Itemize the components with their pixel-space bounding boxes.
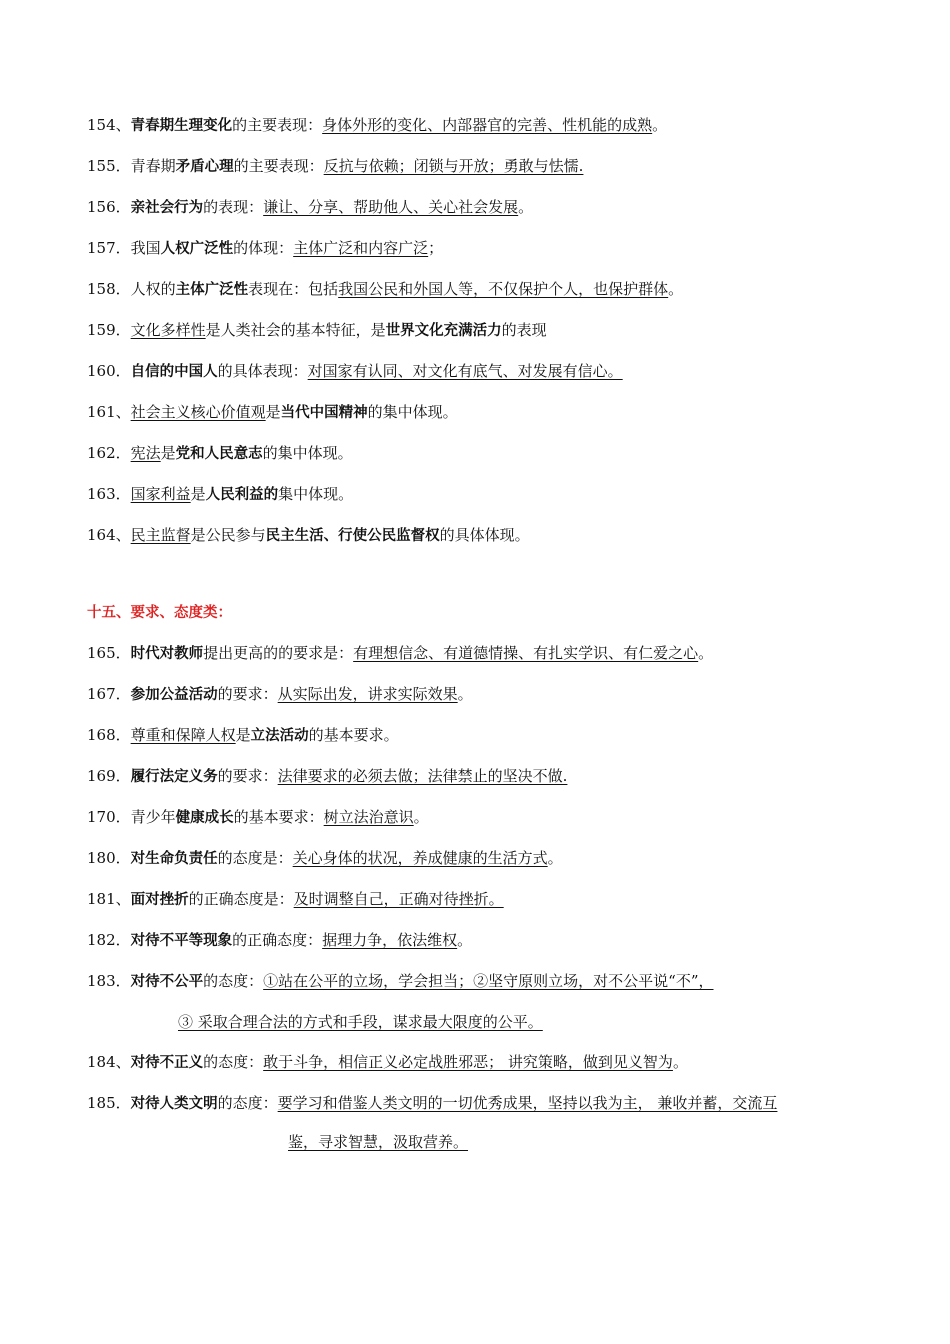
punctuation: 。 [457,685,473,703]
item-number: 185． [87,1094,131,1112]
item-text: 的具体体现。 [439,526,530,544]
item-number: 170．青少年 [87,808,176,826]
item-text: 是人类社会的基本特征，是 [205,321,386,339]
item-text: 是 [265,403,281,421]
item-text: 的基本要求。 [308,726,399,744]
list-item-continuation [178,1011,890,1033]
item-text: 的要求： [217,767,278,785]
list-item [87,524,890,547]
punctuation: ； [428,239,444,257]
answer-text: 鉴，寻求智慧，汲取营养。 [288,1133,469,1151]
item-number: 164、 [87,526,131,544]
answer-text: 民主监督 [130,526,191,544]
keyword: 当代中国精神 [280,405,368,421]
item-text: 的主要表现： [233,157,324,175]
answer-text: ③ 采取合理合法的方式和手段，谋求最大限度的公平。 [178,1013,543,1031]
keyword: 对待不公平 [130,974,204,990]
list-item [87,724,890,747]
item-text: 的态度是： [217,849,293,867]
answer-text: 身体外形的变化、内部器官的完善、性机能的成熟 [322,116,653,134]
answer-text: 敢于斗争，相信正义必定战胜邪恶； 讲究策略，做到见义智为 [263,1053,673,1071]
item-text: 是 [235,726,251,744]
list-item [87,683,890,706]
item-number: 169． [87,767,131,785]
keyword: 立法活动 [250,728,309,744]
item-text: 的体现： [233,239,294,257]
item-text: 的态度： [203,972,264,990]
keyword: 亲社会行为 [130,200,204,216]
item-text: 的态度： [217,1094,278,1112]
keyword: 主体广泛性 [175,282,249,298]
keyword: 青春期生理变化 [130,118,233,134]
punctuation: 。 [413,808,429,826]
punctuation: 。 [652,116,668,134]
answer-text: 从实际出发，讲求实际效果 [277,685,458,703]
item-text: 的具体表现： [217,362,308,380]
item-number: 156． [87,198,131,216]
item-number: 160． [87,362,131,380]
keyword: 对待不平等现象 [130,933,233,949]
item-number: 154、 [87,116,131,134]
answer-text: 我国公民和外国人等，不仅保护个人，也保护群体 [338,280,669,298]
list-item [87,196,890,219]
answer-text: 有理想信念、有道德情操、有扎实学识、有仁爱之心 [353,644,699,662]
keyword: 健康成长 [175,810,234,826]
list-item [87,319,890,342]
list-item [87,155,890,178]
list-item [87,442,890,465]
section-heading: 十五、要求、态度类： [87,605,232,621]
keyword: 参加公益活动 [130,687,218,703]
list-item [87,929,890,952]
list-item [87,114,890,137]
list-item [87,888,890,911]
item-number: 167． [87,685,131,703]
keyword: 对生命负责任 [130,851,218,867]
keyword: 党和人民意志 [175,446,263,462]
answer-text: 社会主义核心价值观 [130,403,266,421]
answer-text: ①站在公平的立场，学会担当；②坚守原则立场，对不公平说“不”， [263,972,714,990]
keyword: 人民利益的 [205,487,279,503]
item-text: 提出更高的的要求是： [203,644,354,662]
answer-text: 法律要求的必须去做；法律禁止的坚决不做. [277,767,568,785]
keyword: 民主生活、行使公民监督权 [265,528,440,544]
item-text: 的集中体现。 [367,403,458,421]
item-text: 集中体现。 [278,485,354,503]
item-number: 182． [87,931,131,949]
item-number: 180． [87,849,131,867]
answer-text: 要学习和借鉴人类文明的一切优秀成果，坚持以我为主， 兼收并蓄，交流互 [277,1094,778,1112]
list-item [87,483,890,506]
punctuation: 。 [457,931,473,949]
list-item [87,237,890,260]
item-number: 159． [87,321,131,339]
answer-text: 主体广泛和内容广泛 [293,239,429,257]
item-text: 的要求： [217,685,278,703]
punctuation: 。 [668,280,684,298]
item-number: 183． [87,972,131,990]
answer-text: 国家利益 [130,485,191,503]
item-number: 158．人权的 [87,280,176,298]
keyword: 自信的中国人 [130,364,218,380]
keyword: 对待人类文明 [130,1096,218,1112]
list-item [87,765,890,788]
item-text: 的正确态度： [232,931,323,949]
item-text: 是公民参与 [190,526,266,544]
answer-text: 树立法治意识 [323,808,414,826]
list-item [87,1051,890,1074]
answer-text: 文化多样性 [130,321,206,339]
item-number: 165． [87,644,131,662]
keyword: 人权广泛性 [160,241,234,257]
item-text: 是 [190,485,206,503]
list-item [87,278,890,301]
answer-text: 谦让、分享、帮助他人、关心社会发展 [263,198,519,216]
item-number: 168． [87,726,131,744]
answer-text: 关心身体的状况，养成健康的生活方式 [292,849,548,867]
keyword: 履行法定义务 [130,769,218,785]
answer-text: 对国家有认同、对文化有底气、对发展有信心。 [307,362,623,380]
answer-text: 尊重和保障人权 [130,726,236,744]
item-number: 161、 [87,403,131,421]
keyword: 时代对教师 [130,646,204,662]
item-text: 表现在：包括 [248,280,339,298]
list-item-continuation [288,1131,890,1153]
list-item [87,642,890,665]
item-text: 的集中体现。 [262,444,353,462]
keyword: 面对挫折 [130,892,189,908]
list-item [87,847,890,870]
keyword: 矛盾心理 [175,159,234,175]
punctuation: 。 [672,1053,688,1071]
item-text: 的表现 [501,321,547,339]
answer-text: 据理力争，依法维权 [322,931,458,949]
list-item [87,970,890,993]
punctuation: 。 [547,849,563,867]
item-number: 155．青春期 [87,157,176,175]
answer-text: 反抗与依赖；闭锁与开放；勇敢与怯懦. [323,157,584,175]
item-text: 的正确态度是： [188,890,294,908]
list-item [87,806,890,829]
item-number: 157．我国 [87,239,161,257]
keyword: 对待不正义 [130,1055,204,1071]
item-number: 163． [87,485,131,503]
punctuation: 。 [698,644,714,662]
item-number: 162． [87,444,131,462]
punctuation: 。 [518,198,534,216]
keyword: 世界文化充满活力 [385,323,502,339]
item-text: 的态度： [203,1053,264,1071]
item-text: 是 [160,444,176,462]
item-number: 184、 [87,1053,131,1071]
answer-text: 宪法 [130,444,161,462]
item-text: 的基本要求： [233,808,324,826]
list-item [87,360,890,383]
item-text: 的表现： [203,198,264,216]
answer-text: 及时调整自己，正确对待挫折。 [293,890,504,908]
list-item [87,1092,890,1115]
item-text: 的主要表现： [232,116,323,134]
list-item [87,401,890,424]
item-number: 181、 [87,890,131,908]
